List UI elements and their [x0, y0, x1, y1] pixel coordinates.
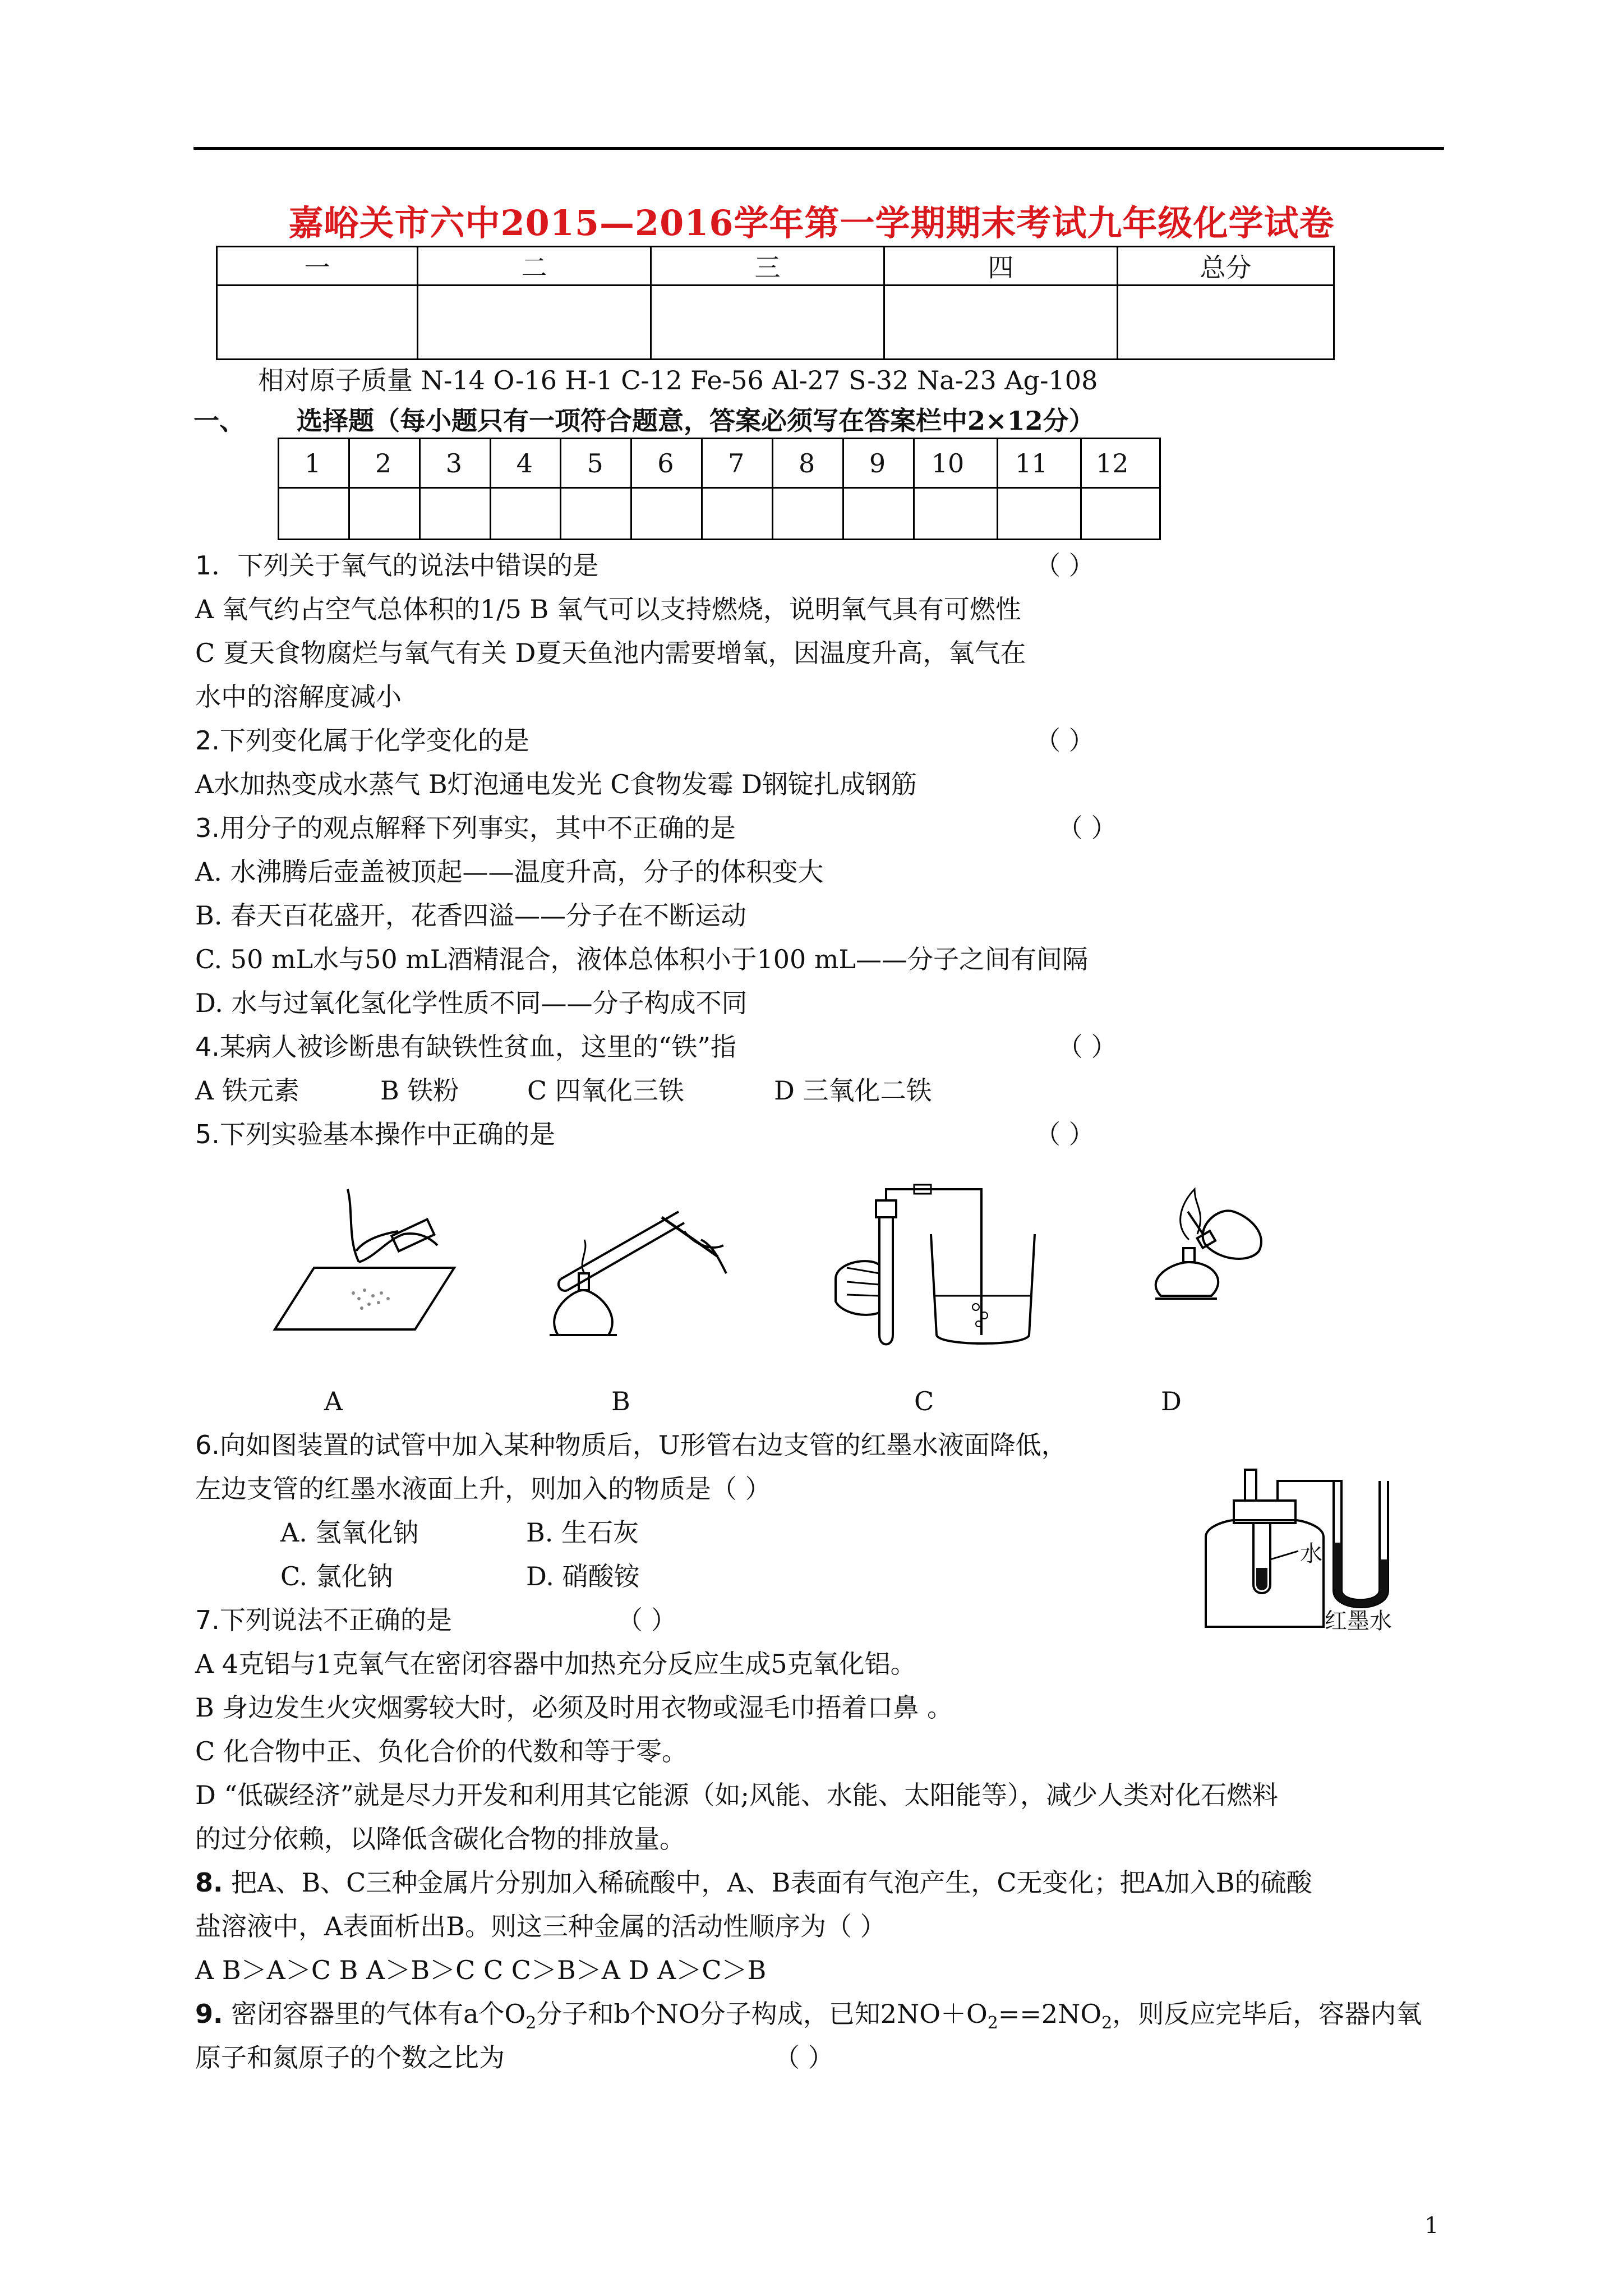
- score-header-2: 二: [418, 247, 651, 286]
- q6-number: 6.: [195, 1430, 220, 1460]
- score-cell-total[interactable]: [1118, 286, 1334, 360]
- answer-cell[interactable]: [914, 488, 997, 540]
- q1-options-cd: C 夏天食物腐烂与氧气有关 D夏天鱼池内需要增氧，因温度升高，氧气在: [195, 638, 1026, 668]
- q3-option-c: C. 50 mL水与50 mL酒精混合，液体总体积小于100 mL——分子之间有间隔: [195, 944, 1089, 974]
- score-header-3: 三: [651, 247, 884, 286]
- answer-cell[interactable]: [1081, 488, 1160, 540]
- q9-stem-4: ，则反应完毕后，容器内氧: [1112, 1999, 1422, 2029]
- answer-cell[interactable]: [490, 488, 561, 540]
- q3-bracket: （ ）: [1057, 813, 1117, 843]
- q1-options-ab: A 氧气约占空气总体积的1/5 B 氧气可以支持燃烧，说明氧气具有可燃性: [195, 594, 1021, 624]
- score-cell-3[interactable]: [651, 286, 884, 360]
- score-header-1: 一: [217, 247, 418, 286]
- q7-bracket: （ ）: [617, 1605, 677, 1635]
- answer-number: 3: [419, 439, 490, 488]
- q1-stem: 下列关于氧气的说法中错误的是: [237, 550, 599, 581]
- answer-table: [278, 438, 1161, 540]
- q3-option-a: A. 水沸腾后壶盖被顶起——温度升高，分子的体积变大: [195, 857, 824, 887]
- answer-number: 6: [631, 439, 702, 488]
- q6-option-d: D. 硝酸铵: [526, 1561, 640, 1591]
- q1-number: 1．: [195, 550, 238, 581]
- top-rule: [193, 147, 1444, 150]
- answer-number: 1: [279, 439, 349, 488]
- q8-stem-2: 盐溶液中，A表面析出B。则这三种金属的活动性顺序为（ ）: [195, 1911, 886, 1941]
- q7-option-d-1: D “低碳经济”就是尽力开发和利用其它能源（如;风能、水能、太阳能等），减少人类对化石燃料: [195, 1780, 1279, 1810]
- answer-number: 10: [914, 439, 997, 488]
- q2-options: A水加热变成水蒸气 B灯泡通电发光 C食物发霉 D钢锭扎成钢筋: [195, 769, 917, 799]
- q5-stem-line: [195, 1117, 555, 1151]
- q7-option-a: A 4克铝与1克氧气在密闭容器中加热充分反应生成5克氧化铝。: [195, 1649, 916, 1679]
- q7-number: 7.: [195, 1605, 220, 1635]
- q3-stem: 用分子的观点解释下列事实，其中不正确的是: [219, 813, 736, 843]
- answer-number: 7: [702, 439, 773, 488]
- q1-options-cont: 水中的溶解度减小: [195, 682, 402, 712]
- section1-number: 一、: [193, 406, 245, 436]
- figure-c-airtightness: [824, 1167, 1060, 1358]
- q5-stem: 下列实验基本操作中正确的是: [219, 1119, 555, 1149]
- atomic-masses: 相对原子质量 N-14 O-16 H-1 C-12 Fe-56 Al-27 S-32 Na-23 Ag-108: [258, 365, 1098, 395]
- answer-number: 11: [997, 439, 1081, 488]
- q4-option-d: D 三氧化二铁: [774, 1075, 932, 1106]
- q5-label-b: B: [611, 1386, 630, 1416]
- score-cell-4[interactable]: [884, 286, 1118, 360]
- q7-option-b: B 身边发生火灾烟雾较大时，必须及时用衣物或湿毛巾捂着口鼻 。: [195, 1692, 953, 1723]
- q7-stem: 下列说法不正确的是: [219, 1605, 452, 1635]
- q9-subscript: 2: [987, 2013, 998, 2033]
- answer-cell[interactable]: [561, 488, 631, 540]
- q6-stem-line: [195, 1428, 1067, 1462]
- q8-options: A B＞A＞C B A＞B＞C C C＞B＞A D A＞C＞B: [195, 1955, 767, 1985]
- q9-stem-1: 密闭容器里的气体有a个O: [223, 1999, 526, 2029]
- q9-subscript: 2: [525, 2013, 537, 2033]
- q9-number: 9.: [195, 1999, 223, 2029]
- q1-stem-line: [195, 549, 598, 582]
- q4-option-b: B 铁粉: [380, 1075, 459, 1106]
- answer-cell[interactable]: [279, 488, 349, 540]
- q3-option-b: B. 春天百花盛开，花香四溢——分子在不断运动: [195, 900, 747, 931]
- q9-subscript: 2: [1101, 2013, 1113, 2033]
- q4-option-c: C 四氧化三铁: [527, 1075, 684, 1106]
- answer-cell[interactable]: [773, 488, 843, 540]
- answer-number: 12: [1081, 439, 1160, 488]
- score-cell-2[interactable]: [418, 286, 651, 360]
- answer-number: 9: [843, 439, 914, 488]
- figure-a-powder: [264, 1178, 465, 1346]
- fig-label-water: 水: [1300, 1541, 1322, 1567]
- figure-d-alcohol-lamps: [1138, 1178, 1307, 1346]
- q7-option-d-2: 的过分依赖，以降低含碳化合物的排放量。: [195, 1824, 685, 1854]
- q9-bracket: （ ）: [774, 2042, 834, 2073]
- q6-option-c: C. 氯化钠: [280, 1561, 393, 1591]
- q7-option-c: C 化合物中正、负化合价的代数和等于零。: [195, 1736, 688, 1766]
- q4-stem-line: [195, 1030, 736, 1064]
- answer-cell[interactable]: [349, 488, 419, 540]
- page-number: 1: [1424, 2213, 1439, 2239]
- figure-b-heating-tube: [533, 1178, 735, 1346]
- q2-stem: 下列变化属于化学变化的是: [219, 725, 529, 756]
- q8-number: 8.: [195, 1867, 223, 1898]
- q6-stem-2: 左边支管的红墨水液面上升，则加入的物质是（ ）: [195, 1474, 771, 1504]
- q8-stem-line: [195, 1866, 1312, 1899]
- q1-bracket: （ ）: [1035, 550, 1095, 581]
- q4-option-a: A 铁元素: [195, 1075, 299, 1106]
- q4-stem: 某病人被诊断患有缺铁性贫血，这里的“铁”指: [219, 1032, 736, 1062]
- answer-cell[interactable]: [997, 488, 1081, 540]
- q2-number: 2.: [195, 725, 220, 756]
- q4-bracket: （ ）: [1057, 1032, 1117, 1062]
- score-header-4: 四: [884, 247, 1118, 286]
- exam-title: 嘉峪关市六中2015—2016学年第一学期期末考试九年级化学试卷: [288, 203, 1335, 243]
- score-cell-1[interactable]: [217, 286, 418, 360]
- q5-label-c: C: [914, 1386, 934, 1416]
- q6-stem-1: 向如图装置的试管中加入某种物质后，U形管右边支管的红墨水液面降低，: [219, 1430, 1067, 1460]
- q8-stem-1: 把A、B、C三种金属片分别加入稀硫酸中，A、B表面有气泡产生，C无变化；把A加入B的硫酸: [223, 1867, 1312, 1898]
- q3-number: 3.: [195, 813, 220, 843]
- q4-number: 4.: [195, 1032, 220, 1062]
- answer-cell[interactable]: [631, 488, 702, 540]
- q9-stem-3: ==2NO: [998, 1999, 1102, 2029]
- q5-bracket: （ ）: [1035, 1119, 1095, 1149]
- answer-number: 5: [561, 439, 631, 488]
- section1-heading-line: [193, 404, 1095, 438]
- q9-stem-2: 分子和b个NO分子构成，已知2NO＋O: [536, 1999, 988, 2029]
- score-table: [216, 246, 1335, 360]
- score-header-total: 总分: [1118, 247, 1334, 286]
- q3-option-d: D. 水与过氧化氢化学性质不同——分子构成不同: [195, 988, 748, 1018]
- q9-stem-line: [195, 1997, 1422, 2040]
- q5-label-a: A: [324, 1386, 343, 1416]
- q9-stem-line-2: 原子和氮原子的个数之比为: [195, 2042, 505, 2073]
- fig-label-red-ink: 红墨水: [1325, 1608, 1392, 1634]
- q2-stem-line: [195, 724, 529, 757]
- q3-stem-line: [195, 811, 736, 845]
- q6-option-a: A. 氢氧化钠: [280, 1517, 419, 1548]
- answer-cell[interactable]: [843, 488, 914, 540]
- answer-number: 4: [490, 439, 561, 488]
- section1-heading: 选择题（每小题只有一项符合题意，答案必须写在答案栏中2×12分）: [297, 406, 1095, 436]
- answer-number: 8: [773, 439, 843, 488]
- answer-cell[interactable]: [702, 488, 773, 540]
- answer-cell[interactable]: [419, 488, 490, 540]
- q5-number: 5.: [195, 1119, 220, 1149]
- q2-bracket: （ ）: [1035, 725, 1095, 756]
- answer-number: 2: [349, 439, 419, 488]
- q5-label-d: D: [1161, 1386, 1182, 1416]
- q7-stem-line: [195, 1603, 452, 1637]
- q6-option-b: B. 生石灰: [526, 1517, 639, 1548]
